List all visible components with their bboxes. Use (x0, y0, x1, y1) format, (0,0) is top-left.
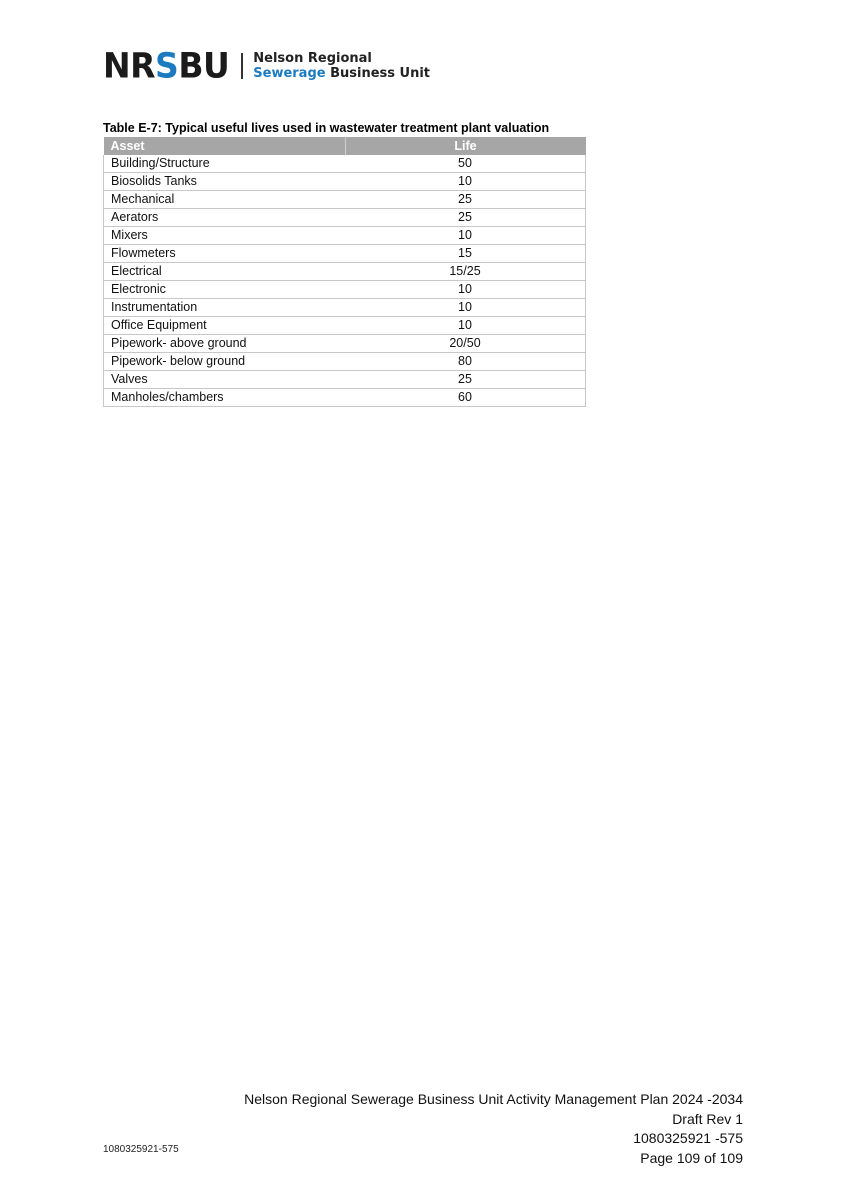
asset-cell: Electronic (104, 281, 346, 299)
life-cell: 20/50 (345, 335, 586, 353)
table-row (104, 209, 586, 227)
header-life: Life (345, 137, 586, 155)
logo-mark (103, 47, 229, 85)
table-header-row (104, 137, 586, 155)
life-cell: 10 (345, 227, 586, 245)
table-row (104, 317, 586, 335)
asset-cell: Valves (104, 371, 346, 389)
life-cell: 15 (345, 245, 586, 263)
footer-doc-id: 1080325921-575 (103, 1144, 179, 1155)
asset-cell: Aerators (104, 209, 346, 227)
logo-bu: BU (178, 45, 230, 86)
asset-cell: Biosolids Tanks (104, 173, 346, 191)
table-row (104, 353, 586, 371)
asset-cell: Pipework- below ground (104, 353, 346, 371)
useful-lives-table (103, 137, 586, 407)
header-asset: Asset (104, 137, 346, 155)
footer-plan-title: Nelson Regional Sewerage Business Unit Activity Management Plan 2024 -2034 (244, 1091, 743, 1107)
nrsbu-logo (103, 45, 431, 86)
table-row (104, 245, 586, 263)
logo-divider (241, 53, 243, 79)
life-cell: 10 (345, 281, 586, 299)
life-cell: 25 (345, 209, 586, 227)
table-row (104, 155, 586, 173)
asset-cell: Mixers (104, 227, 346, 245)
table-row (104, 227, 586, 245)
table-body (104, 155, 586, 407)
asset-cell: Flowmeters (104, 245, 346, 263)
life-cell: 15/25 (345, 263, 586, 281)
life-cell: 10 (345, 299, 586, 317)
table-row (104, 281, 586, 299)
logo-s: S (155, 45, 179, 86)
life-cell: 10 (345, 317, 586, 335)
footer-info (244, 1090, 743, 1168)
asset-cell: Manholes/chambers (104, 389, 346, 407)
life-cell: 80 (345, 353, 586, 371)
asset-cell: Instrumentation (104, 299, 346, 317)
footer-revision: Draft Rev 1 (672, 1110, 743, 1127)
table-row (104, 173, 586, 191)
table-row (104, 299, 586, 317)
logo-sewerage: Sewerage (253, 66, 326, 81)
logo-business-unit: Business Unit (325, 66, 431, 81)
life-cell: 25 (345, 191, 586, 209)
asset-cell: Mechanical (104, 191, 346, 209)
asset-cell: Pipework- above ground (104, 335, 346, 353)
asset-cell: Office Equipment (104, 317, 346, 335)
life-cell: 50 (345, 155, 586, 173)
table-caption: Table E-7: Typical useful lives used in wastewater treatment plant valuation (103, 121, 550, 135)
table-row (104, 389, 586, 407)
asset-cell: Building/Structure (104, 155, 346, 173)
asset-cell: Electrical (104, 263, 346, 281)
logo-text (253, 51, 430, 81)
footer-doc-number: 1080325921 -575 (633, 1130, 743, 1146)
life-cell: 10 (345, 173, 586, 191)
life-cell: 60 (345, 389, 586, 407)
logo-name-line1: Nelson Regional (253, 51, 372, 66)
footer-page-number: Page 109 of 109 (640, 1149, 743, 1166)
table-row (104, 263, 586, 281)
logo-name-line2 (253, 66, 430, 81)
life-cell: 25 (345, 371, 586, 389)
logo-nr: NR (103, 45, 156, 86)
table-row (104, 335, 586, 353)
table-row (104, 371, 586, 389)
table-row (104, 191, 586, 209)
